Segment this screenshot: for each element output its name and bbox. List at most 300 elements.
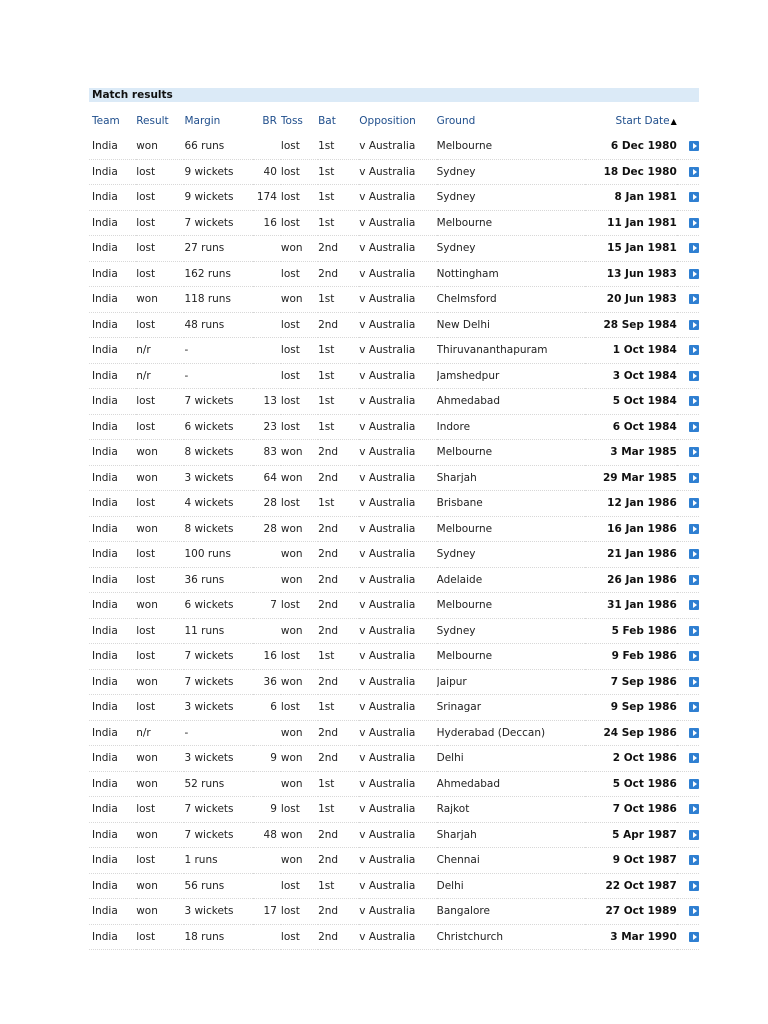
result-cell: lost [136,695,184,721]
start-date-cell: 9 Feb 1986 [585,644,676,670]
toss-cell: won [281,669,318,695]
team-cell: India [89,542,136,568]
start-date-cell: 22 Oct 1987 [585,873,676,899]
ground-cell: Bangalore [437,899,586,925]
toss-cell: lost [281,644,318,670]
match-results-panel [89,88,699,950]
ground-cell: Adelaide [437,567,586,593]
margin-cell: 56 runs [184,873,252,899]
result-cell: won [136,899,184,925]
br-cell: 36 [253,669,281,695]
toss-cell: won [281,542,318,568]
result-cell: won [136,287,184,313]
row-link-cell [677,261,699,287]
bat-cell: 2nd [318,618,359,644]
opposition-cell: v Australia [359,695,436,721]
start-date-cell: 13 Jun 1983 [585,261,676,287]
br-cell: 64 [253,465,281,491]
play-arrow-icon[interactable] [689,855,699,865]
table-row [89,822,699,848]
column-header-link [677,102,699,134]
bat-cell: 2nd [318,822,359,848]
toss-cell: won [281,618,318,644]
ground-cell: Thiruvananthapuram [437,338,586,364]
ground-cell: Christchurch [437,924,586,950]
row-link-cell [677,491,699,517]
opposition-cell: v Australia [359,746,436,772]
ground-cell: Sharjah [437,465,586,491]
opposition-cell: v Australia [359,159,436,185]
table-row [89,644,699,670]
margin-cell: 8 wickets [184,516,252,542]
team-cell: India [89,771,136,797]
row-link-cell [677,567,699,593]
ground-cell: Melbourne [437,644,586,670]
team-cell: India [89,797,136,823]
opposition-cell: v Australia [359,567,436,593]
result-cell: lost [136,210,184,236]
play-arrow-icon[interactable] [689,218,699,228]
team-cell: India [89,720,136,746]
row-link-cell [677,618,699,644]
row-link-cell [677,695,699,721]
opposition-cell: v Australia [359,312,436,338]
result-cell: lost [136,567,184,593]
row-link-cell [677,542,699,568]
table-row [89,134,699,159]
table-row [89,567,699,593]
team-cell: India [89,312,136,338]
result-cell: won [136,822,184,848]
column-header-start-date[interactable] [585,102,676,134]
margin-cell: 8 wickets [184,440,252,466]
table-row [89,414,699,440]
toss-cell: won [281,567,318,593]
ground-cell: Sydney [437,159,586,185]
team-cell: India [89,618,136,644]
table-row [89,542,699,568]
team-cell: India [89,924,136,950]
team-cell: India [89,593,136,619]
team-cell: India [89,134,136,159]
row-link-cell [677,414,699,440]
team-cell: India [89,669,136,695]
opposition-cell: v Australia [359,797,436,823]
br-cell [253,567,281,593]
row-link-cell [677,363,699,389]
play-arrow-icon[interactable] [689,830,699,840]
toss-cell: lost [281,185,318,211]
opposition-cell: v Australia [359,669,436,695]
opposition-cell: v Australia [359,542,436,568]
result-cell: lost [136,185,184,211]
start-date-cell: 5 Apr 1987 [585,822,676,848]
margin-cell: 118 runs [184,287,252,313]
row-link-cell [677,287,699,313]
ground-cell: Jamshedpur [437,363,586,389]
opposition-cell: v Australia [359,414,436,440]
play-arrow-icon[interactable] [689,396,699,406]
result-cell: lost [136,848,184,874]
table-row [89,159,699,185]
start-date-cell: 21 Jan 1986 [585,542,676,568]
ground-cell: Chennai [437,848,586,874]
result-cell: won [136,746,184,772]
play-arrow-icon[interactable] [689,320,699,330]
bat-cell: 1st [318,644,359,670]
margin-cell: 11 runs [184,618,252,644]
result-cell: lost [136,312,184,338]
br-cell [253,363,281,389]
start-date-cell: 24 Sep 1986 [585,720,676,746]
row-link-cell [677,771,699,797]
bat-cell: 2nd [318,669,359,695]
start-date-cell: 9 Sep 1986 [585,695,676,721]
play-arrow-icon[interactable] [689,753,699,763]
result-cell: won [136,465,184,491]
bat-cell: 1st [318,414,359,440]
br-cell: 13 [253,389,281,415]
ground-cell: Nottingham [437,261,586,287]
result-cell: won [136,134,184,159]
start-date-label: Start Date [615,114,670,127]
play-arrow-icon[interactable] [689,371,699,381]
bat-cell: 2nd [318,465,359,491]
team-cell: India [89,261,136,287]
br-cell: 174 [253,185,281,211]
table-row [89,516,699,542]
table-row [89,440,699,466]
opposition-cell: v Australia [359,771,436,797]
toss-cell: won [281,720,318,746]
result-cell: lost [136,261,184,287]
play-arrow-icon[interactable] [689,575,699,585]
table-row [89,848,699,874]
results-table-body [89,134,699,950]
opposition-cell: v Australia [359,363,436,389]
start-date-cell: 18 Dec 1980 [585,159,676,185]
play-arrow-icon[interactable] [689,141,699,151]
margin-cell: 18 runs [184,924,252,950]
play-arrow-icon[interactable] [689,906,699,916]
result-cell: lost [136,618,184,644]
bat-cell: 2nd [318,593,359,619]
ground-cell: Melbourne [437,134,586,159]
opposition-cell: v Australia [359,873,436,899]
play-arrow-icon[interactable] [689,804,699,814]
play-arrow-icon[interactable] [689,473,699,483]
toss-cell: won [281,822,318,848]
br-cell [253,236,281,262]
table-row [89,695,699,721]
opposition-cell: v Australia [359,924,436,950]
br-cell [253,618,281,644]
margin-cell: 7 wickets [184,822,252,848]
table-row [89,185,699,211]
bat-cell: 1st [318,210,359,236]
margin-cell: 7 wickets [184,389,252,415]
ground-cell: Melbourne [437,516,586,542]
table-row [89,924,699,950]
br-cell [253,134,281,159]
play-arrow-icon[interactable] [689,600,699,610]
table-row [89,491,699,517]
ground-cell: Sydney [437,236,586,262]
play-arrow-icon[interactable] [689,932,699,942]
bat-cell: 2nd [318,848,359,874]
ground-cell: Sydney [437,542,586,568]
ground-cell: New Delhi [437,312,586,338]
opposition-cell: v Australia [359,389,436,415]
team-cell: India [89,567,136,593]
start-date-cell: 26 Jan 1986 [585,567,676,593]
ground-cell: Jaipur [437,669,586,695]
sort-ascending-icon[interactable]: ▲ [670,116,677,126]
opposition-cell: v Australia [359,848,436,874]
toss-cell: lost [281,593,318,619]
margin-cell: 52 runs [184,771,252,797]
play-arrow-icon[interactable] [689,243,699,253]
team-cell: India [89,210,136,236]
ground-cell: Indore [437,414,586,440]
row-link-cell [677,440,699,466]
team-cell: India [89,695,136,721]
table-row [89,593,699,619]
margin-cell: - [184,720,252,746]
bat-cell: 2nd [318,236,359,262]
opposition-cell: v Australia [359,185,436,211]
row-link-cell [677,389,699,415]
margin-cell: 7 wickets [184,797,252,823]
row-link-cell [677,924,699,950]
row-link-cell [677,516,699,542]
br-cell [253,771,281,797]
toss-cell: won [281,440,318,466]
br-cell: 16 [253,644,281,670]
toss-cell: lost [281,134,318,159]
bat-cell: 2nd [318,899,359,925]
start-date-cell: 8 Jan 1981 [585,185,676,211]
row-link-cell [677,210,699,236]
play-arrow-icon[interactable] [689,549,699,559]
br-cell [253,873,281,899]
table-row [89,287,699,313]
table-row [89,465,699,491]
row-link-cell [677,797,699,823]
play-arrow-icon[interactable] [689,779,699,789]
team-cell: India [89,185,136,211]
column-header-ground[interactable]: Ground [436,114,476,127]
bat-cell: 1st [318,389,359,415]
play-arrow-icon[interactable] [689,269,699,279]
bat-cell: 2nd [318,261,359,287]
start-date-cell: 15 Jan 1981 [585,236,676,262]
toss-cell: lost [281,338,318,364]
play-arrow-icon[interactable] [689,677,699,687]
team-cell: India [89,414,136,440]
row-link-cell [677,848,699,874]
table-row [89,618,699,644]
play-arrow-icon[interactable] [689,651,699,661]
play-arrow-icon[interactable] [689,626,699,636]
table-row [89,389,699,415]
br-cell: 9 [253,746,281,772]
opposition-cell: v Australia [359,465,436,491]
bat-cell: 1st [318,771,359,797]
br-cell [253,924,281,950]
toss-cell: won [281,287,318,313]
column-header-bat[interactable]: Bat [318,114,336,127]
start-date-cell: 7 Sep 1986 [585,669,676,695]
row-link-cell [677,822,699,848]
bat-cell: 1st [318,797,359,823]
table-header-row [89,102,699,134]
play-arrow-icon[interactable] [689,447,699,457]
panel-title: Match results [89,88,699,102]
start-date-cell: 3 Mar 1985 [585,440,676,466]
br-cell: 28 [253,516,281,542]
margin-cell: 4 wickets [184,491,252,517]
result-cell: lost [136,491,184,517]
toss-cell: lost [281,797,318,823]
bat-cell: 2nd [318,542,359,568]
row-link-cell [677,134,699,159]
toss-cell: lost [281,873,318,899]
table-row [89,797,699,823]
table-row [89,236,699,262]
team-cell: India [89,873,136,899]
toss-cell: won [281,771,318,797]
team-cell: India [89,236,136,262]
margin-cell: 36 runs [184,567,252,593]
play-arrow-icon[interactable] [689,702,699,712]
bat-cell: 1st [318,287,359,313]
result-cell: won [136,516,184,542]
row-link-cell [677,185,699,211]
ground-cell: Sydney [437,618,586,644]
margin-cell: 1 runs [184,848,252,874]
team-cell: India [89,848,136,874]
bat-cell: 1st [318,491,359,517]
toss-cell: won [281,746,318,772]
br-cell: 17 [253,899,281,925]
br-cell [253,848,281,874]
column-header-margin[interactable]: Margin [184,114,221,127]
opposition-cell: v Australia [359,134,436,159]
start-date-cell: 20 Jun 1983 [585,287,676,313]
result-cell: lost [136,644,184,670]
br-cell: 48 [253,822,281,848]
table-row [89,669,699,695]
start-date-cell: 2 Oct 1986 [585,746,676,772]
ground-cell: Ahmedabad [437,771,586,797]
result-cell: lost [136,389,184,415]
table-row [89,261,699,287]
result-cell: won [136,440,184,466]
table-row [89,363,699,389]
start-date-cell: 16 Jan 1986 [585,516,676,542]
play-arrow-icon[interactable] [689,422,699,432]
table-row [89,746,699,772]
margin-cell: 3 wickets [184,746,252,772]
team-cell: India [89,363,136,389]
column-header-opposition[interactable]: Opposition [359,114,416,127]
play-arrow-icon[interactable] [689,498,699,508]
bat-cell: 2nd [318,720,359,746]
ground-cell: Brisbane [437,491,586,517]
ground-cell: Melbourne [437,593,586,619]
opposition-cell: v Australia [359,261,436,287]
opposition-cell: v Australia [359,720,436,746]
bat-cell: 2nd [318,924,359,950]
play-arrow-icon[interactable] [689,294,699,304]
play-arrow-icon[interactable] [689,524,699,534]
result-cell: n/r [136,720,184,746]
br-cell: 16 [253,210,281,236]
start-date-cell: 3 Oct 1984 [585,363,676,389]
column-header-team[interactable]: Team [92,114,120,127]
column-header-toss[interactable]: Toss [280,114,303,127]
bat-cell: 2nd [318,312,359,338]
start-date-cell: 9 Oct 1987 [585,848,676,874]
br-cell: 83 [253,440,281,466]
start-date-cell: 12 Jan 1986 [585,491,676,517]
opposition-cell: v Australia [359,236,436,262]
opposition-cell: v Australia [359,822,436,848]
ground-cell: Rajkot [437,797,586,823]
play-arrow-icon[interactable] [689,345,699,355]
play-arrow-icon[interactable] [689,728,699,738]
opposition-cell: v Australia [359,338,436,364]
br-cell [253,287,281,313]
start-date-cell: 28 Sep 1984 [585,312,676,338]
play-arrow-icon[interactable] [689,192,699,202]
row-link-cell [677,899,699,925]
team-cell: India [89,287,136,313]
result-cell: lost [136,414,184,440]
br-cell: 6 [253,695,281,721]
toss-cell: won [281,236,318,262]
result-cell: lost [136,924,184,950]
start-date-cell: 1 Oct 1984 [585,338,676,364]
toss-cell: lost [281,312,318,338]
row-link-cell [677,465,699,491]
bat-cell: 1st [318,873,359,899]
row-link-cell [677,312,699,338]
row-link-cell [677,236,699,262]
column-header-result[interactable]: Result [136,114,169,127]
table-row [89,312,699,338]
team-cell: India [89,899,136,925]
br-cell [253,338,281,364]
column-header-br[interactable]: BR [262,114,277,127]
toss-cell: lost [281,261,318,287]
result-cell: lost [136,797,184,823]
team-cell: India [89,465,136,491]
opposition-cell: v Australia [359,287,436,313]
bat-cell: 1st [318,363,359,389]
margin-cell: 27 runs [184,236,252,262]
team-cell: India [89,516,136,542]
play-arrow-icon[interactable] [689,881,699,891]
br-cell: 7 [253,593,281,619]
team-cell: India [89,440,136,466]
ground-cell: Srinagar [437,695,586,721]
start-date-cell: 29 Mar 1985 [585,465,676,491]
margin-cell: 3 wickets [184,465,252,491]
start-date-cell: 7 Oct 1986 [585,797,676,823]
play-arrow-icon[interactable] [689,167,699,177]
